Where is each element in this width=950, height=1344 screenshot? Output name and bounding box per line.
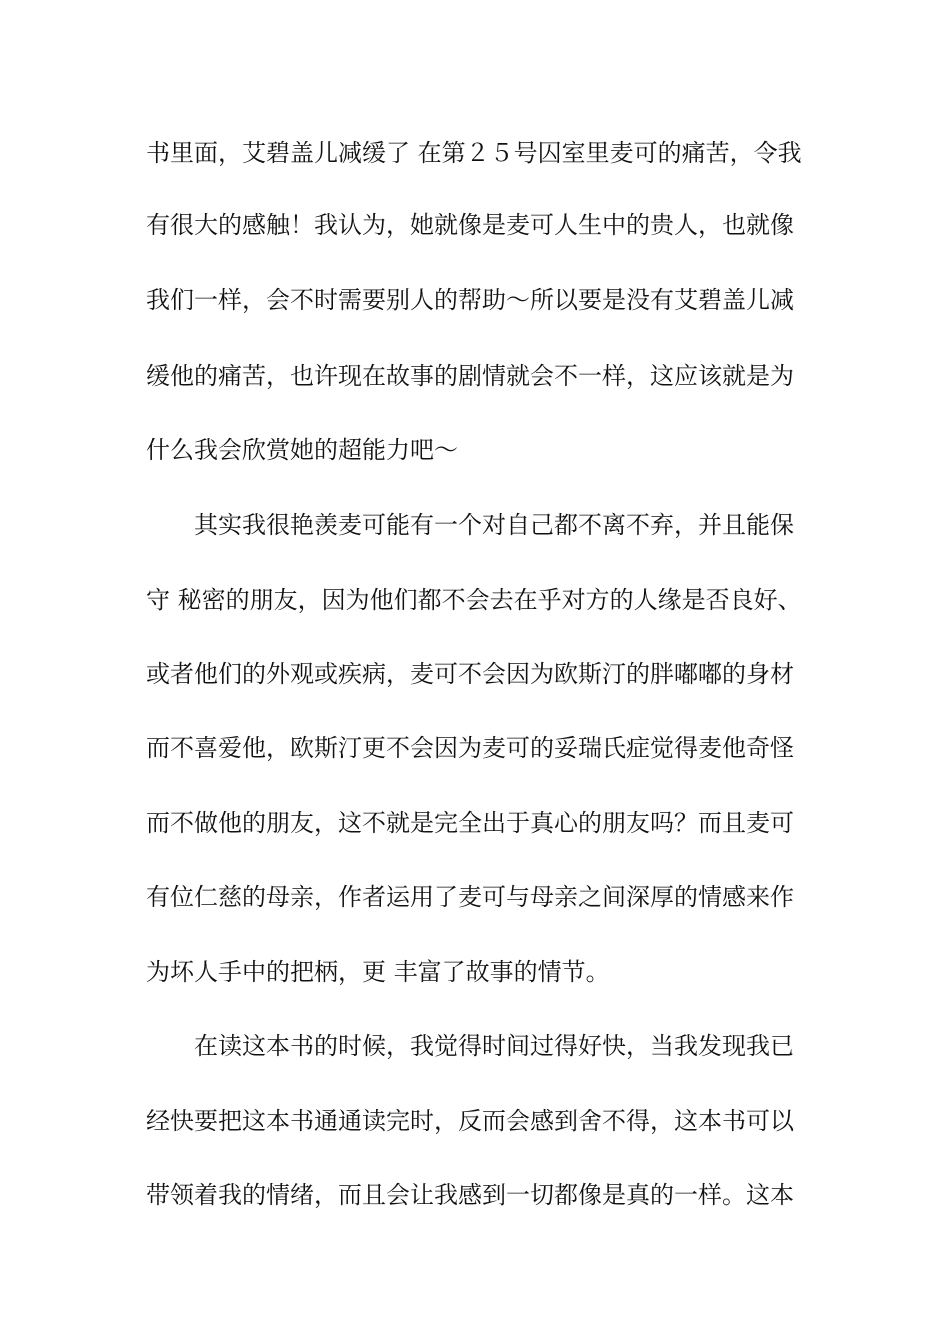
text-line: 经快要把这本书通通读完时，反而会感到舍不得，这本书可以 [146,1107,794,1135]
text-line: 缓他的痛苦，也许现在故事的剧情就会不一样，这应该就是为 [146,362,794,390]
text-line: 有位仁慈的母亲，作者运用了麦可与母亲之间深厚的情感来作 [146,883,794,911]
text-line: 带领着我的情绪，而且会让我感到一切都像是真的一样。这本 [146,1181,794,1209]
text-line: 什么我会欣赏她的超能力吧～ [146,436,458,464]
paragraph-first-line: 在读这本书的时候，我觉得时间过得好快，当我发现我已 [194,1032,794,1060]
text-line: 或者他们的外观或疾病，麦可不会因为欧斯汀的胖嘟嘟的身材 [146,660,794,688]
paragraph-first-line: 其实我很艳羡麦可能有一个对自己都不离不弃，并且能保 [194,511,794,539]
text-line: 而不喜爱他，欧斯汀更不会因为麦可的妥瑞氏症觉得麦他奇怪 [146,734,794,762]
text-line: 为坏人手中的把柄，更 丰富了故事的情节。 [146,958,610,986]
text-line: 守 秘密的朋友，因为他们都不会去在乎对方的人缘是否良好、 [146,586,802,614]
text-line: 而不做他的朋友，这不就是完全出于真心的朋友吗？而且麦可 [146,809,794,837]
text-line: 我们一样，会不时需要别人的帮助～所以要是没有艾碧盖儿减 [146,286,794,314]
text-line: 书里面，艾碧盖儿减缓了 在第２５号囚室里麦可的痛苦，令我 [146,139,802,167]
text-line: 有很大的感触！我认为，她就像是麦可人生中的贵人，也就像 [146,211,794,239]
